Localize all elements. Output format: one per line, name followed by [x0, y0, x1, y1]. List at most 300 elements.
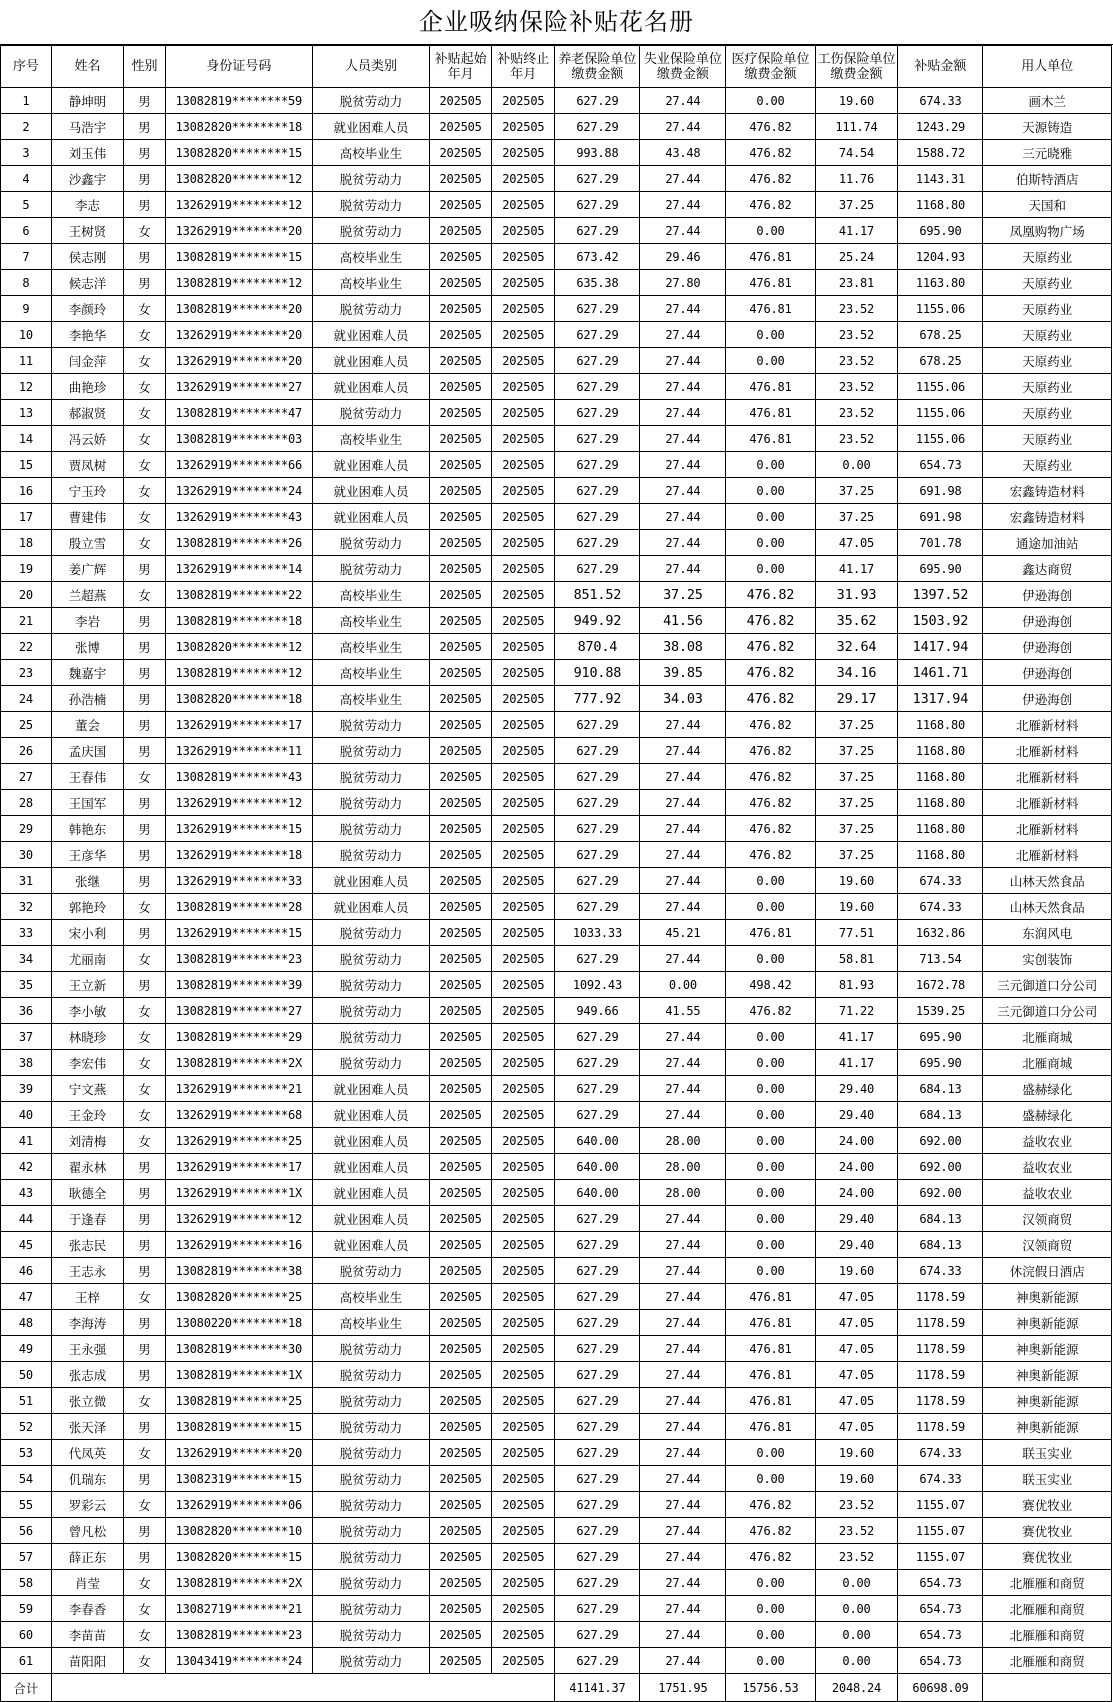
cell-injury[interactable]: 34.16: [815, 660, 898, 686]
cell-gender[interactable]: 男: [124, 1232, 165, 1258]
cell-category[interactable]: 脱贫劳动力: [312, 764, 429, 790]
cell-end-month[interactable]: 202505: [492, 686, 555, 712]
cell-name[interactable]: 候志洋: [51, 270, 124, 296]
cell-medical[interactable]: 476.81: [726, 400, 815, 426]
cell-gender[interactable]: 男: [124, 920, 165, 946]
cell-name[interactable]: 仉瑞东: [51, 1466, 124, 1492]
cell-pension[interactable]: 627.29: [555, 452, 640, 478]
cell-seq[interactable]: 43: [1, 1180, 52, 1206]
cell-start-month[interactable]: 202505: [430, 634, 492, 660]
cell-seq[interactable]: 4: [1, 166, 52, 192]
cell-unemployment[interactable]: 0.00: [640, 972, 726, 998]
cell-start-month[interactable]: 202505: [430, 972, 492, 998]
cell-start-month[interactable]: 202505: [430, 1414, 492, 1440]
cell-medical[interactable]: 0.00: [726, 1596, 815, 1622]
cell-pension[interactable]: 627.29: [555, 1362, 640, 1388]
cell-subsidy[interactable]: 1168.80: [898, 738, 983, 764]
cell-subsidy[interactable]: 1461.71: [898, 660, 983, 686]
cell-seq[interactable]: 14: [1, 426, 52, 452]
cell-subsidy[interactable]: 674.33: [898, 1466, 983, 1492]
cell-end-month[interactable]: 202505: [492, 712, 555, 738]
cell-seq[interactable]: 7: [1, 244, 52, 270]
cell-id-number[interactable]: 13262919********20: [165, 348, 312, 374]
cell-injury[interactable]: 41.17: [815, 1050, 898, 1076]
cell-name[interactable]: 孟庆国: [51, 738, 124, 764]
cell-seq[interactable]: 49: [1, 1336, 52, 1362]
cell-pension[interactable]: 870.4: [555, 634, 640, 660]
cell-pension[interactable]: 1092.43: [555, 972, 640, 998]
cell-employer[interactable]: 神奥新能源: [983, 1388, 1112, 1414]
cell-category[interactable]: 高校毕业生: [312, 270, 429, 296]
cell-pension[interactable]: 627.29: [555, 1492, 640, 1518]
cell-gender[interactable]: 男: [124, 140, 165, 166]
cell-pension[interactable]: 627.29: [555, 556, 640, 582]
cell-name[interactable]: 静坤明: [51, 88, 124, 114]
cell-employer[interactable]: 山林天然食品: [983, 868, 1112, 894]
cell-medical[interactable]: 0.00: [726, 1076, 815, 1102]
cell-name[interactable]: 宋小利: [51, 920, 124, 946]
cell-employer[interactable]: 伊逊海创: [983, 634, 1112, 660]
cell-employer[interactable]: 神奥新能源: [983, 1414, 1112, 1440]
cell-name[interactable]: 曲艳珍: [51, 374, 124, 400]
cell-subsidy[interactable]: 684.13: [898, 1206, 983, 1232]
cell-subsidy[interactable]: 692.00: [898, 1128, 983, 1154]
cell-end-month[interactable]: 202505: [492, 1414, 555, 1440]
cell-category[interactable]: 就业困难人员: [312, 374, 429, 400]
cell-category[interactable]: 就业困难人员: [312, 1154, 429, 1180]
cell-unemployment[interactable]: 27.44: [640, 1336, 726, 1362]
cell-id-number[interactable]: 13262919********06: [165, 1492, 312, 1518]
cell-seq[interactable]: 34: [1, 946, 52, 972]
cell-employer[interactable]: 伊逊海创: [983, 686, 1112, 712]
cell-name[interactable]: 罗彩云: [51, 1492, 124, 1518]
cell-injury[interactable]: 0.00: [815, 1648, 898, 1674]
cell-end-month[interactable]: 202505: [492, 244, 555, 270]
cell-employer[interactable]: 三元晓雅: [983, 140, 1112, 166]
cell-subsidy[interactable]: 1632.86: [898, 920, 983, 946]
cell-end-month[interactable]: 202505: [492, 1492, 555, 1518]
cell-seq[interactable]: 45: [1, 1232, 52, 1258]
cell-injury[interactable]: 41.17: [815, 556, 898, 582]
cell-employer[interactable]: 伊逊海创: [983, 660, 1112, 686]
cell-category[interactable]: 高校毕业生: [312, 634, 429, 660]
cell-medical[interactable]: 0.00: [726, 894, 815, 920]
cell-gender[interactable]: 女: [124, 582, 165, 608]
cell-end-month[interactable]: 202505: [492, 1284, 555, 1310]
cell-category[interactable]: 就业困难人员: [312, 348, 429, 374]
cell-unemployment[interactable]: 27.44: [640, 1232, 726, 1258]
cell-end-month[interactable]: 202505: [492, 660, 555, 686]
cell-id-number[interactable]: 13082820********15: [165, 1544, 312, 1570]
cell-id-number[interactable]: 13262919********21: [165, 1076, 312, 1102]
cell-medical[interactable]: 476.82: [726, 1544, 815, 1570]
cell-end-month[interactable]: 202505: [492, 816, 555, 842]
cell-seq[interactable]: 47: [1, 1284, 52, 1310]
cell-end-month[interactable]: 202505: [492, 1648, 555, 1674]
cell-id-number[interactable]: 13262919********24: [165, 478, 312, 504]
cell-start-month[interactable]: 202505: [430, 582, 492, 608]
cell-employer[interactable]: 北雁新材料: [983, 712, 1112, 738]
cell-gender[interactable]: 男: [124, 842, 165, 868]
cell-seq[interactable]: 50: [1, 1362, 52, 1388]
cell-employer[interactable]: 赛优牧业: [983, 1492, 1112, 1518]
cell-pension[interactable]: 640.00: [555, 1180, 640, 1206]
cell-category[interactable]: 脱贫劳动力: [312, 998, 429, 1024]
cell-seq[interactable]: 2: [1, 114, 52, 140]
cell-seq[interactable]: 11: [1, 348, 52, 374]
cell-injury[interactable]: 37.25: [815, 712, 898, 738]
cell-end-month[interactable]: 202505: [492, 1310, 555, 1336]
cell-id-number[interactable]: 13262919********17: [165, 712, 312, 738]
cell-medical[interactable]: 0.00: [726, 1622, 815, 1648]
cell-name[interactable]: 王国军: [51, 790, 124, 816]
cell-id-number[interactable]: 13082819********20: [165, 296, 312, 322]
cell-subsidy[interactable]: 1168.80: [898, 842, 983, 868]
cell-end-month[interactable]: 202505: [492, 1258, 555, 1284]
cell-injury[interactable]: 29.40: [815, 1102, 898, 1128]
cell-unemployment[interactable]: 41.55: [640, 998, 726, 1024]
cell-employer[interactable]: 天原药业: [983, 296, 1112, 322]
cell-subsidy[interactable]: 674.33: [898, 1440, 983, 1466]
cell-category[interactable]: 脱贫劳动力: [312, 1466, 429, 1492]
cell-unemployment[interactable]: 27.44: [640, 504, 726, 530]
cell-start-month[interactable]: 202505: [430, 1206, 492, 1232]
cell-name[interactable]: 宁文燕: [51, 1076, 124, 1102]
cell-pension[interactable]: 993.88: [555, 140, 640, 166]
cell-name[interactable]: 刘清梅: [51, 1128, 124, 1154]
cell-name[interactable]: 林晓珍: [51, 1024, 124, 1050]
cell-seq[interactable]: 42: [1, 1154, 52, 1180]
cell-start-month[interactable]: 202505: [430, 218, 492, 244]
cell-end-month[interactable]: 202505: [492, 764, 555, 790]
cell-seq[interactable]: 31: [1, 868, 52, 894]
cell-name[interactable]: 张志成: [51, 1362, 124, 1388]
cell-id-number[interactable]: 13043419********24: [165, 1648, 312, 1674]
cell-seq[interactable]: 38: [1, 1050, 52, 1076]
cell-subsidy[interactable]: 692.00: [898, 1180, 983, 1206]
cell-seq[interactable]: 58: [1, 1570, 52, 1596]
cell-end-month[interactable]: 202505: [492, 166, 555, 192]
cell-medical[interactable]: 0.00: [726, 348, 815, 374]
cell-pension[interactable]: 627.29: [555, 894, 640, 920]
cell-employer[interactable]: 神奥新能源: [983, 1362, 1112, 1388]
cell-employer[interactable]: 联玉实业: [983, 1440, 1112, 1466]
cell-unemployment[interactable]: 27.44: [640, 88, 726, 114]
cell-end-month[interactable]: 202505: [492, 1518, 555, 1544]
cell-end-month[interactable]: 202505: [492, 478, 555, 504]
cell-id-number[interactable]: 13082819********47: [165, 400, 312, 426]
cell-subsidy[interactable]: 1317.94: [898, 686, 983, 712]
cell-medical[interactable]: 0.00: [726, 218, 815, 244]
cell-unemployment[interactable]: 27.44: [640, 946, 726, 972]
cell-pension[interactable]: 627.29: [555, 1258, 640, 1284]
cell-injury[interactable]: 23.52: [815, 374, 898, 400]
cell-end-month[interactable]: 202505: [492, 842, 555, 868]
cell-pension[interactable]: 635.38: [555, 270, 640, 296]
totals-medical[interactable]: 15756.53: [726, 1674, 815, 1702]
cell-employer[interactable]: 益收农业: [983, 1128, 1112, 1154]
cell-employer[interactable]: 北雁商城: [983, 1050, 1112, 1076]
cell-start-month[interactable]: 202505: [430, 296, 492, 322]
cell-injury[interactable]: 32.64: [815, 634, 898, 660]
header-start-month[interactable]: 补贴起始年月: [430, 46, 492, 88]
cell-employer[interactable]: 神奥新能源: [983, 1284, 1112, 1310]
header-end-month[interactable]: 补贴终止年月: [492, 46, 555, 88]
cell-unemployment[interactable]: 27.44: [640, 1284, 726, 1310]
cell-unemployment[interactable]: 27.44: [640, 1440, 726, 1466]
cell-unemployment[interactable]: 38.08: [640, 634, 726, 660]
cell-seq[interactable]: 40: [1, 1102, 52, 1128]
cell-employer[interactable]: 通途加油站: [983, 530, 1112, 556]
cell-end-month[interactable]: 202505: [492, 894, 555, 920]
cell-seq[interactable]: 54: [1, 1466, 52, 1492]
cell-id-number[interactable]: 13262919********16: [165, 1232, 312, 1258]
cell-medical[interactable]: 0.00: [726, 1466, 815, 1492]
cell-pension[interactable]: 627.29: [555, 1336, 640, 1362]
cell-injury[interactable]: 23.52: [815, 348, 898, 374]
cell-start-month[interactable]: 202505: [430, 790, 492, 816]
cell-subsidy[interactable]: 713.54: [898, 946, 983, 972]
cell-subsidy[interactable]: 1155.07: [898, 1492, 983, 1518]
cell-medical[interactable]: 476.81: [726, 1284, 815, 1310]
cell-medical[interactable]: 0.00: [726, 1232, 815, 1258]
cell-seq[interactable]: 46: [1, 1258, 52, 1284]
cell-subsidy[interactable]: 695.90: [898, 1050, 983, 1076]
cell-subsidy[interactable]: 695.90: [898, 556, 983, 582]
cell-subsidy[interactable]: 654.73: [898, 452, 983, 478]
cell-seq[interactable]: 55: [1, 1492, 52, 1518]
cell-category[interactable]: 脱贫劳动力: [312, 816, 429, 842]
cell-name[interactable]: 李艳华: [51, 322, 124, 348]
cell-medical[interactable]: 476.81: [726, 270, 815, 296]
cell-seq[interactable]: 19: [1, 556, 52, 582]
cell-gender[interactable]: 男: [124, 1180, 165, 1206]
cell-employer[interactable]: 休浣假日酒店: [983, 1258, 1112, 1284]
cell-subsidy[interactable]: 654.73: [898, 1596, 983, 1622]
cell-category[interactable]: 高校毕业生: [312, 608, 429, 634]
cell-end-month[interactable]: 202505: [492, 972, 555, 998]
cell-employer[interactable]: 天原药业: [983, 400, 1112, 426]
cell-category[interactable]: 就业困难人员: [312, 868, 429, 894]
cell-injury[interactable]: 24.00: [815, 1128, 898, 1154]
cell-pension[interactable]: 627.29: [555, 218, 640, 244]
cell-unemployment[interactable]: 27.44: [640, 894, 726, 920]
cell-name[interactable]: 郝淑贤: [51, 400, 124, 426]
cell-start-month[interactable]: 202505: [430, 816, 492, 842]
cell-injury[interactable]: 29.40: [815, 1232, 898, 1258]
cell-medical[interactable]: 0.00: [726, 1206, 815, 1232]
cell-injury[interactable]: 47.05: [815, 1414, 898, 1440]
cell-id-number[interactable]: 13262919********15: [165, 920, 312, 946]
cell-start-month[interactable]: 202505: [430, 1492, 492, 1518]
cell-subsidy[interactable]: 1204.93: [898, 244, 983, 270]
cell-name[interactable]: 李宏伟: [51, 1050, 124, 1076]
cell-gender[interactable]: 女: [124, 1284, 165, 1310]
cell-medical[interactable]: 476.81: [726, 296, 815, 322]
cell-name[interactable]: 姜广辉: [51, 556, 124, 582]
cell-name[interactable]: 薛正东: [51, 1544, 124, 1570]
cell-name[interactable]: 张立微: [51, 1388, 124, 1414]
cell-end-month[interactable]: 202505: [492, 1154, 555, 1180]
cell-name[interactable]: 闫金萍: [51, 348, 124, 374]
cell-subsidy[interactable]: 654.73: [898, 1570, 983, 1596]
cell-unemployment[interactable]: 45.21: [640, 920, 726, 946]
cell-medical[interactable]: 0.00: [726, 88, 815, 114]
cell-seq[interactable]: 59: [1, 1596, 52, 1622]
cell-gender[interactable]: 男: [124, 972, 165, 998]
cell-subsidy[interactable]: 684.13: [898, 1102, 983, 1128]
cell-end-month[interactable]: 202505: [492, 1102, 555, 1128]
cell-injury[interactable]: 0.00: [815, 1570, 898, 1596]
cell-subsidy[interactable]: 691.98: [898, 478, 983, 504]
cell-start-month[interactable]: 202505: [430, 1128, 492, 1154]
cell-end-month[interactable]: 202505: [492, 1466, 555, 1492]
cell-start-month[interactable]: 202505: [430, 1570, 492, 1596]
cell-gender[interactable]: 女: [124, 504, 165, 530]
cell-gender[interactable]: 男: [124, 556, 165, 582]
cell-medical[interactable]: 476.81: [726, 1336, 815, 1362]
cell-category[interactable]: 脱贫劳动力: [312, 296, 429, 322]
cell-medical[interactable]: 0.00: [726, 868, 815, 894]
cell-subsidy[interactable]: 654.73: [898, 1622, 983, 1648]
cell-employer[interactable]: 天源铸造: [983, 114, 1112, 140]
cell-gender[interactable]: 女: [124, 322, 165, 348]
cell-unemployment[interactable]: 39.85: [640, 660, 726, 686]
cell-end-month[interactable]: 202505: [492, 1336, 555, 1362]
cell-start-month[interactable]: 202505: [430, 868, 492, 894]
cell-category[interactable]: 脱贫劳动力: [312, 556, 429, 582]
cell-name[interactable]: 李春香: [51, 1596, 124, 1622]
cell-start-month[interactable]: 202505: [430, 1180, 492, 1206]
cell-unemployment[interactable]: 27.44: [640, 1414, 726, 1440]
cell-pension[interactable]: 627.29: [555, 348, 640, 374]
cell-start-month[interactable]: 202505: [430, 88, 492, 114]
cell-medical[interactable]: 476.82: [726, 790, 815, 816]
cell-end-month[interactable]: 202505: [492, 582, 555, 608]
cell-subsidy[interactable]: 1168.80: [898, 764, 983, 790]
cell-name[interactable]: 尤丽南: [51, 946, 124, 972]
cell-employer[interactable]: 北雁新材料: [983, 790, 1112, 816]
cell-gender[interactable]: 女: [124, 1492, 165, 1518]
cell-unemployment[interactable]: 27.44: [640, 374, 726, 400]
cell-category[interactable]: 脱贫劳动力: [312, 218, 429, 244]
cell-start-month[interactable]: 202505: [430, 374, 492, 400]
cell-category[interactable]: 脱贫劳动力: [312, 1648, 429, 1674]
cell-unemployment[interactable]: 27.44: [640, 1570, 726, 1596]
cell-gender[interactable]: 女: [124, 400, 165, 426]
cell-gender[interactable]: 男: [124, 1518, 165, 1544]
cell-name[interactable]: 翟永林: [51, 1154, 124, 1180]
cell-pension[interactable]: 627.29: [555, 1544, 640, 1570]
cell-medical[interactable]: 476.82: [726, 608, 815, 634]
cell-end-month[interactable]: 202505: [492, 530, 555, 556]
cell-subsidy[interactable]: 1155.06: [898, 426, 983, 452]
cell-pension[interactable]: 673.42: [555, 244, 640, 270]
cell-injury[interactable]: 77.51: [815, 920, 898, 946]
cell-pension[interactable]: 627.29: [555, 1024, 640, 1050]
cell-medical[interactable]: 0.00: [726, 1024, 815, 1050]
cell-medical[interactable]: 476.81: [726, 1414, 815, 1440]
cell-injury[interactable]: 41.17: [815, 1024, 898, 1050]
cell-seq[interactable]: 56: [1, 1518, 52, 1544]
cell-subsidy[interactable]: 1178.59: [898, 1414, 983, 1440]
cell-unemployment[interactable]: 28.00: [640, 1154, 726, 1180]
cell-subsidy[interactable]: 1178.59: [898, 1336, 983, 1362]
cell-category[interactable]: 脱贫劳动力: [312, 530, 429, 556]
cell-seq[interactable]: 15: [1, 452, 52, 478]
cell-injury[interactable]: 19.60: [815, 1258, 898, 1284]
cell-gender[interactable]: 男: [124, 712, 165, 738]
cell-medical[interactable]: 0.00: [726, 530, 815, 556]
cell-name[interactable]: 李海涛: [51, 1310, 124, 1336]
cell-start-month[interactable]: 202505: [430, 478, 492, 504]
cell-injury[interactable]: 47.05: [815, 1388, 898, 1414]
cell-injury[interactable]: 35.62: [815, 608, 898, 634]
cell-subsidy[interactable]: 1155.07: [898, 1518, 983, 1544]
cell-category[interactable]: 脱贫劳动力: [312, 1336, 429, 1362]
cell-end-month[interactable]: 202505: [492, 400, 555, 426]
cell-subsidy[interactable]: 692.00: [898, 1154, 983, 1180]
cell-start-month[interactable]: 202505: [430, 348, 492, 374]
cell-seq[interactable]: 32: [1, 894, 52, 920]
cell-unemployment[interactable]: 27.44: [640, 816, 726, 842]
cell-category[interactable]: 脱贫劳动力: [312, 1440, 429, 1466]
cell-end-month[interactable]: 202505: [492, 1128, 555, 1154]
cell-end-month[interactable]: 202505: [492, 322, 555, 348]
cell-pension[interactable]: 627.29: [555, 1596, 640, 1622]
cell-start-month[interactable]: 202505: [430, 1076, 492, 1102]
cell-start-month[interactable]: 202505: [430, 608, 492, 634]
header-category[interactable]: 人员类别: [312, 46, 429, 88]
cell-category[interactable]: 高校毕业生: [312, 686, 429, 712]
cell-pension[interactable]: 627.29: [555, 114, 640, 140]
cell-end-month[interactable]: 202505: [492, 1440, 555, 1466]
cell-category[interactable]: 脱贫劳动力: [312, 1544, 429, 1570]
cell-name[interactable]: 王春伟: [51, 764, 124, 790]
cell-seq[interactable]: 1: [1, 88, 52, 114]
cell-pension[interactable]: 627.29: [555, 1466, 640, 1492]
header-employer[interactable]: 用人单位: [983, 46, 1112, 88]
cell-gender[interactable]: 男: [124, 1258, 165, 1284]
cell-name[interactable]: 侯志刚: [51, 244, 124, 270]
cell-medical[interactable]: 476.82: [726, 660, 815, 686]
cell-injury[interactable]: 0.00: [815, 1622, 898, 1648]
cell-seq[interactable]: 20: [1, 582, 52, 608]
cell-name[interactable]: 张博: [51, 634, 124, 660]
cell-gender[interactable]: 男: [124, 88, 165, 114]
cell-gender[interactable]: 女: [124, 530, 165, 556]
cell-subsidy[interactable]: 1672.78: [898, 972, 983, 998]
cell-end-month[interactable]: 202505: [492, 608, 555, 634]
cell-seq[interactable]: 41: [1, 1128, 52, 1154]
cell-pension[interactable]: 910.88: [555, 660, 640, 686]
cell-unemployment[interactable]: 27.44: [640, 764, 726, 790]
cell-end-month[interactable]: 202505: [492, 374, 555, 400]
cell-category[interactable]: 高校毕业生: [312, 1310, 429, 1336]
cell-name[interactable]: 张天泽: [51, 1414, 124, 1440]
cell-unemployment[interactable]: 27.44: [640, 192, 726, 218]
cell-id-number[interactable]: 13082819********39: [165, 972, 312, 998]
cell-injury[interactable]: 19.60: [815, 868, 898, 894]
cell-gender[interactable]: 男: [124, 244, 165, 270]
cell-name[interactable]: 李颜玲: [51, 296, 124, 322]
cell-start-month[interactable]: 202505: [430, 1544, 492, 1570]
cell-pension[interactable]: 949.92: [555, 608, 640, 634]
cell-medical[interactable]: 0.00: [726, 1180, 815, 1206]
cell-employer[interactable]: 东润风电: [983, 920, 1112, 946]
cell-category[interactable]: 脱贫劳动力: [312, 88, 429, 114]
cell-employer[interactable]: 天原药业: [983, 244, 1112, 270]
